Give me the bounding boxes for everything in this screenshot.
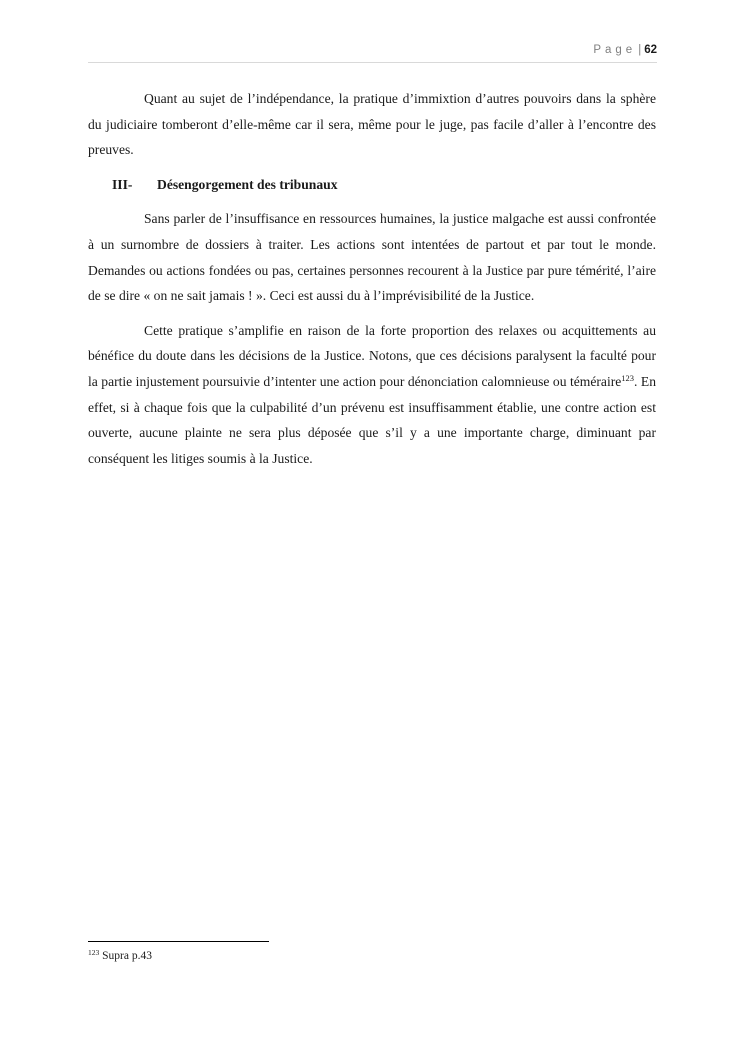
footnote-rule [88, 941, 269, 942]
section-title: Désengorgement des tribunaux [157, 176, 338, 192]
footnote-number: 123 [88, 948, 100, 957]
document-body [88, 86, 656, 480]
paragraph-relaxes-text-end: . En effet, si à chaque fois que la culpabilité d’un prévenu est insuffisamment établie, une contre action est ouverte, aucune plainte ne sera plus déposée que s’il y a une importante charge, diminuant par conséquent les litiges soumis à la Justice. [88, 374, 656, 467]
page-number: 62 [644, 44, 657, 56]
paragraph-independance: Quant au sujet de l’indépendance, la pratique d’immixtion d’autres pouvoirs dans la sphère du judiciaire tomberont d’elle-même car il sera, même pour le juge, pas facile d’aller à l’encontre des preuves. [88, 91, 656, 158]
header-rule [88, 62, 657, 63]
page-header [593, 44, 657, 56]
paragraph-relaxes-text-start: Cette pratique s’amplifie en raison de la forte proportion des relaxes ou acquittements au bénéfice du doute dans les décisions de la Justice. Notons, que ces décisions paralysent la faculté pour la partie injustement poursuivie d’intenter une action pour dénonciation calomnieuse ou téméraire [88, 322, 656, 390]
page-label: Page [593, 44, 637, 56]
page-separator: | [638, 44, 642, 56]
footnote [88, 948, 152, 964]
footnote-text: Supra p.43 [99, 950, 152, 962]
paragraph-surnombre: Sans parler de l’insuffisance en ressources humaines, la justice malgache est aussi confrontée à un surnombre de dossiers à traiter. Les actions sont intentées de partout et par tout le monde. Demandes ou actions fondées ou pas, certaines personnes recourent à la Justice par pure témérité, l’aire de se dire « on ne sait jamais ! ». Ceci est aussi du à l’imprévisibilité de la Justice. [88, 211, 656, 304]
footnote-reference[interactable]: 123 [621, 373, 635, 384]
paragraph-relaxes [88, 318, 656, 472]
section-heading [88, 172, 656, 198]
section-number: III- [112, 176, 133, 192]
